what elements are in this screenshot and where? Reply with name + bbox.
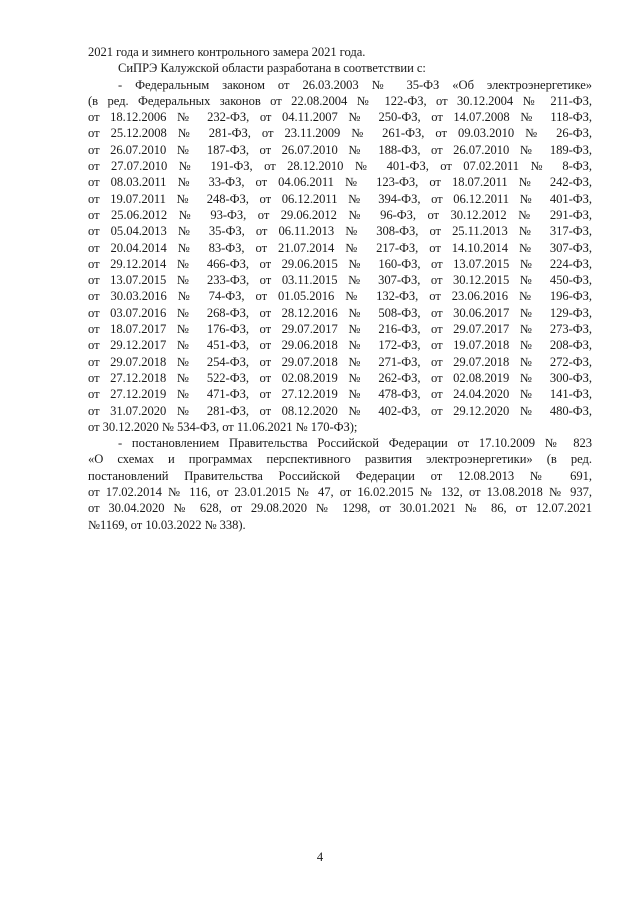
text-line: от 18.07.2017 № 176-ФЗ, от 29.07.2017 № 216-ФЗ, от 29.07.2017 № 273-ФЗ, bbox=[88, 322, 592, 337]
document-body bbox=[88, 44, 592, 533]
text-line: от 30.04.2020 № 628, от 29.08.2020 № 1298, от 30.01.2021 № 86, от 12.07.2021 bbox=[88, 501, 592, 516]
text-line: от 03.07.2016 № 268-ФЗ, от 28.12.2016 № 508-ФЗ, от 30.06.2017 № 129-ФЗ, bbox=[88, 305, 592, 320]
text-line: - постановлением Правительства Российской Федерации от 17.10.2009 № 823 bbox=[118, 436, 592, 451]
text-line: от 25.12.2008 № 281-ФЗ, от 23.11.2009 № 261-ФЗ, от 09.03.2010 № 26-ФЗ, bbox=[88, 126, 592, 141]
page-number: 4 bbox=[316, 850, 324, 864]
text-line: СиПРЭ Калужской области разработана в соответствии с: bbox=[118, 61, 426, 76]
text-line: - Федеральным законом от 26.03.2003 № 35-ФЗ «Об электроэнергетике» bbox=[118, 77, 592, 92]
text-line: от 27.07.2010 № 191-ФЗ, от 28.12.2010 № 401-ФЗ, от 07.02.2011 № 8-ФЗ, bbox=[88, 159, 592, 174]
text-line: от 31.07.2020 № 281-ФЗ, от 08.12.2020 № 402-ФЗ, от 29.12.2020 № 480-ФЗ, bbox=[88, 403, 592, 418]
text-line: от 25.06.2012 № 93-ФЗ, от 29.06.2012 № 96-ФЗ, от 30.12.2012 № 291-ФЗ, bbox=[88, 207, 592, 222]
text-line: от 30.03.2016 № 74-ФЗ, от 01.05.2016 № 132-ФЗ, от 23.06.2016 № 196-ФЗ, bbox=[88, 289, 592, 304]
text-line: №1169, от 10.03.2022 № 338). bbox=[88, 517, 246, 532]
text-line: от 29.12.2017 № 451-ФЗ, от 29.06.2018 № 172-ФЗ, от 19.07.2018 № 208-ФЗ, bbox=[88, 338, 592, 353]
text-line: от 29.12.2014 № 466-ФЗ, от 29.06.2015 № 160-ФЗ, от 13.07.2015 № 224-ФЗ, bbox=[88, 256, 592, 271]
text-line: от 27.12.2018 № 522-ФЗ, от 02.08.2019 № 262-ФЗ, от 02.08.2019 № 300-ФЗ, bbox=[88, 370, 592, 385]
text-line: постановлений Правительства Российской Федерации от 12.08.2013 № 691, bbox=[88, 468, 592, 483]
text-line: от 17.02.2014 № 116, от 23.01.2015 № 47, от 16.02.2015 № 132, от 13.08.2018 № 937, bbox=[88, 485, 592, 500]
text-line: 2021 года и зимнего контрольного замера 2021 года. bbox=[88, 45, 366, 59]
text-line: (в ред. Федеральных законов от 22.08.2004 № 122-ФЗ, от 30.12.2004 № 211-ФЗ, bbox=[88, 93, 592, 108]
text-line: от 30.12.2020 № 534-ФЗ, от 11.06.2021 № 170-ФЗ); bbox=[88, 419, 358, 434]
text-line: от 19.07.2011 № 248-ФЗ, от 06.12.2011 № 394-ФЗ, от 06.12.2011 № 401-ФЗ, bbox=[88, 191, 592, 206]
text-line: от 26.07.2010 № 187-ФЗ, от 26.07.2010 № 188-ФЗ, от 26.07.2010 № 189-ФЗ, bbox=[88, 142, 592, 157]
text-line: от 13.07.2015 № 233-ФЗ, от 03.11.2015 № 307-ФЗ, от 30.12.2015 № 450-ФЗ, bbox=[88, 273, 592, 288]
text-line: от 18.12.2006 № 232-ФЗ, от 04.11.2007 № 250-ФЗ, от 14.07.2008 № 118-ФЗ, bbox=[88, 110, 592, 125]
text-line: от 20.04.2014 № 83-ФЗ, от 21.07.2014 № 217-ФЗ, от 14.10.2014 № 307-ФЗ, bbox=[88, 240, 592, 255]
text-line: от 08.03.2011 № 33-ФЗ, от 04.06.2011 № 123-ФЗ, от 18.07.2011 № 242-ФЗ, bbox=[88, 175, 592, 190]
text-line: от 27.12.2019 № 471-ФЗ, от 27.12.2019 № 478-ФЗ, от 24.04.2020 № 141-ФЗ, bbox=[88, 387, 592, 402]
text-line: от 05.04.2013 № 35-ФЗ, от 06.11.2013 № 308-ФЗ, от 25.11.2013 № 317-ФЗ, bbox=[88, 224, 592, 239]
text-line: от 29.07.2018 № 254-ФЗ, от 29.07.2018 № 271-ФЗ, от 29.07.2018 № 272-ФЗ, bbox=[88, 354, 592, 369]
text-line: «О схемах и программах перспективного развития электроэнергетики» (в ред. bbox=[88, 452, 592, 467]
